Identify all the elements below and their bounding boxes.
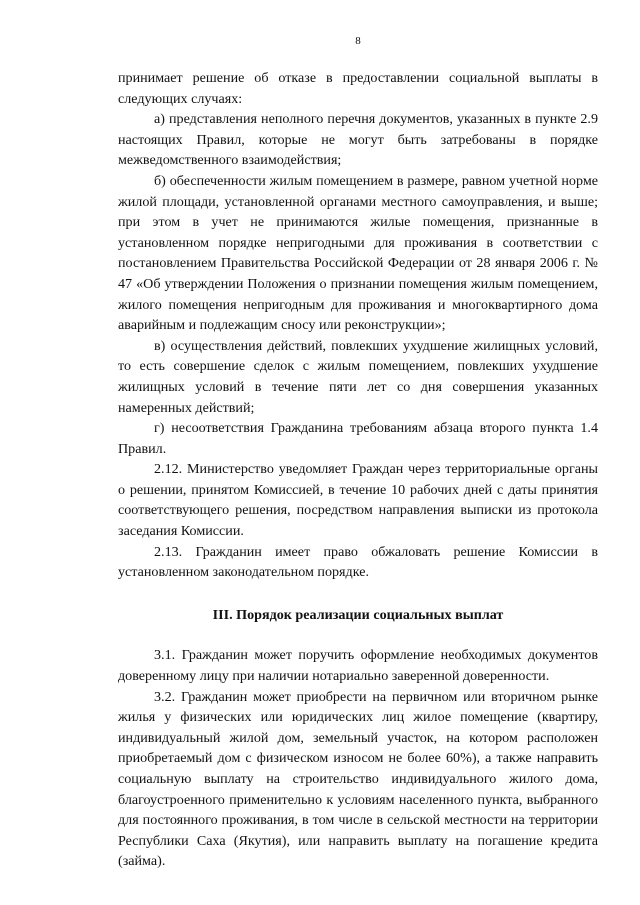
paragraph-3-1: 3.1. Гражданин может поручить оформление необходимых документов доверенному лицу при наличии нотариально заверенной доверенности.: [118, 647, 598, 685]
paragraph-item-a: а) представления неполного перечня документов, указанных в пункте 2.9 настоящих Правил, которые не могут быть затребованы в порядке межведомственного взаимодействия;: [118, 111, 598, 169]
paragraph-intro: принимает решение об отказе в предоставлении социальной выплаты в следующих случаях:: [118, 70, 598, 107]
paragraph-item-v: в) осуществления действий, повлекших ухудшение жилищных условий, то есть совершение сделок с жилым помещением, повлекших ухудшение жилищных условий в течение пяти лет со дня совершения указанных намеренных действий;: [118, 337, 598, 416]
paragraph-2-12: 2.12. Министерство уведомляет Граждан через территориальные органы о решении, принятом Комиссией, в течение 10 рабочих дней с даты принятия соответствующего решения, посредством направления выписки из протокола заседания Комиссии.: [118, 461, 598, 540]
paragraphs-after-heading: [118, 645, 598, 872]
section-heading: III. Порядок реализации социальных выплат: [212, 606, 504, 623]
paragraph-3-2: 3.2. Гражданин может приобрести на первичном или вторичном рынке жилья у физических или юридических лиц жилое помещение (квартиру, индивидуальный жилой дом, земельный участок, на котором расположен приобретаемый дом с физическом износом не более 60%), а также направить социальную выплату на строительство индивидуального жилого дома, благоустроенного применительно к условиям населенного пункта, выбранного для постоянного проживания, в том числе в сельской местности на территории Республики Саха (Якутия), или направить выплату на погашение кредита (займа).: [118, 688, 598, 870]
page-number: 8: [355, 35, 361, 47]
paragraph-item-b: б) обеспеченности жилым помещением в размере, равном учетной норме жилой площади, установленной органами местного самоуправления, и выше; при этом в учет не принимаются жилые помещения, признанные в установленном порядке непригодными для проживания в соответствии с постановлением Правительства Российской Федерации от 28 января 2006 г. № 47 «Об утверждении Положения о признании помещения жилым помещением, жилого помещения непригодным для проживания и многоквартирного дома аварийным и подлежащим сносу или реконструкции»;: [118, 172, 598, 334]
paragraph-2-13: 2.13. Гражданин имеет право обжаловать решение Комиссии в установленном законодательном порядке.: [118, 543, 598, 581]
paragraph-item-g: г) несоответствия Гражданина требованиям абзаца второго пункта 1.4 Правил.: [118, 420, 598, 457]
paragraphs-before-heading: [118, 68, 598, 583]
